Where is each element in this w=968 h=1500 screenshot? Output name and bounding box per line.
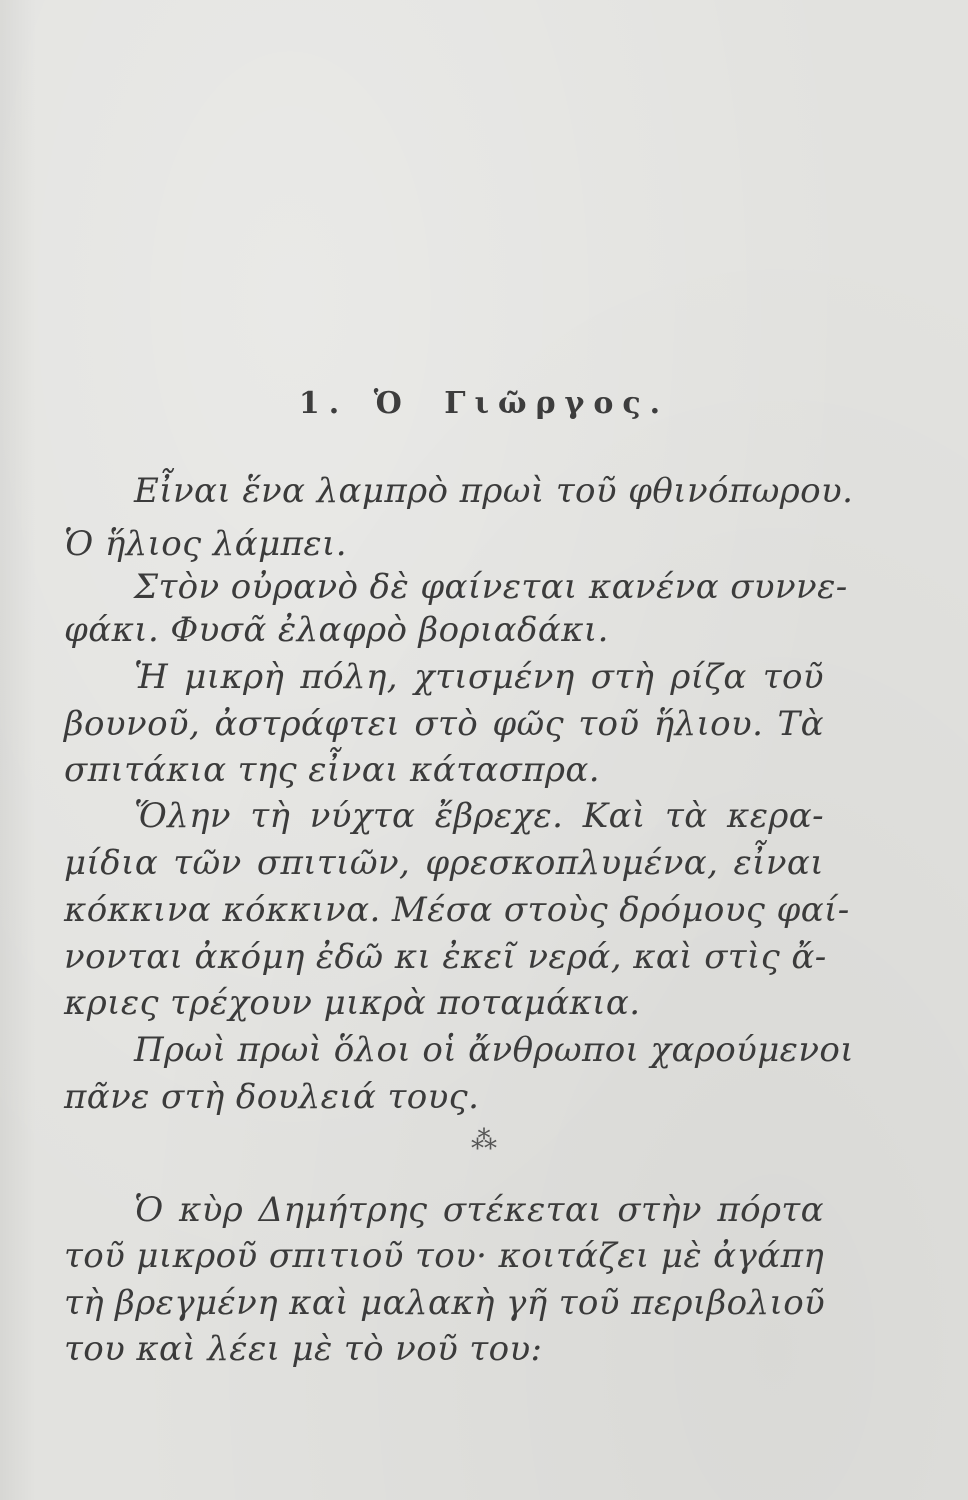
- text-line: Ὁ κὺρ Δημήτρης στέκεται στὴν πόρτα: [134, 1190, 824, 1230]
- text-line: τοῦ μικροῦ σπιτιοῦ του· κοιτάζει μὲ ἀγάπη: [64, 1236, 825, 1276]
- chapter-title: Γιῶργος.: [444, 386, 670, 421]
- text-line: Ὅλην τὴ νύχτα ἔβρεχε. Καὶ τὰ κερα-: [134, 796, 824, 836]
- chapter-number: 1.: [298, 386, 349, 421]
- text-line: σπιτάκια της εἶναι κάτασπρα.: [64, 750, 600, 790]
- text-line: του καὶ λέει μὲ τὸ νοῦ του:: [64, 1329, 543, 1369]
- text-line: κριες τρέχουν μικρὰ ποταμάκια.: [64, 983, 641, 1023]
- text-line: τὴ βρεγμένη καὶ μαλακὴ γῆ τοῦ περιβολιοῦ: [64, 1283, 826, 1323]
- text-line: βουνοῦ, ἀστράφτει στὸ φῶς τοῦ ἥλιου. Τὰ: [64, 704, 824, 744]
- text-line: νονται ἀκόμη ἐδῶ κι ἐκεῖ νερά, καὶ στὶς ἄ-: [64, 937, 827, 977]
- text-line: πᾶνε στὴ δουλειά τους.: [64, 1077, 480, 1117]
- text-line: Πρωὶ πρωὶ ὅλοι οἱ ἄνθρωποι χαρούμενοι: [134, 1030, 855, 1070]
- text-line: κόκκινα κόκκινα. Μέσα στοὺς δρόμους φαί-: [64, 890, 850, 930]
- page-edge-shadow: [0, 0, 36, 1500]
- text-line: μίδια τῶν σπιτιῶν, φρεσκοπλυμένα, εἶναι: [64, 843, 824, 883]
- text-line: φάκι. Φυσᾶ ἐλαφρὸ βοριαδάκι.: [64, 610, 609, 650]
- text-line: Εἶναι ἕνα λαμπρὸ πρωὶ τοῦ φθινόπωρου.: [134, 471, 854, 511]
- chapter-article: Ὁ: [373, 386, 411, 421]
- text-line: Στὸν οὐρανὸ δὲ φαίνεται κανένα συννε-: [134, 567, 848, 607]
- text-line: Ὁ ἥλιος λάμπει.: [64, 524, 347, 564]
- chapter-heading: [0, 386, 968, 421]
- section-separator: ⁂: [471, 1126, 497, 1156]
- text-line: Ἡ μικρὴ πόλη, χτισμένη στὴ ρίζα τοῦ: [134, 657, 824, 697]
